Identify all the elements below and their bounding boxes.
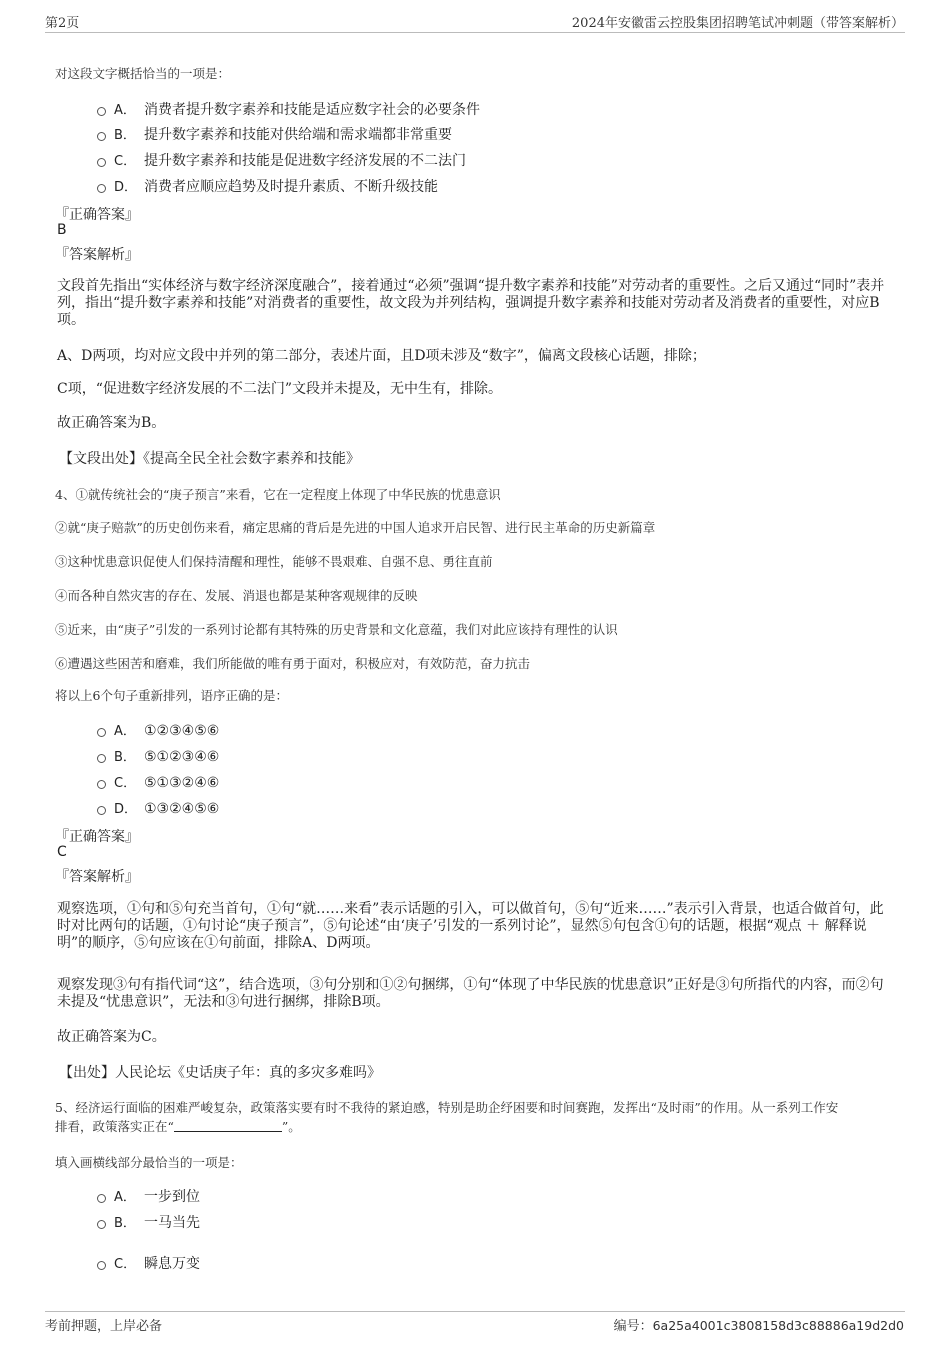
- radio-icon[interactable]: [97, 184, 106, 193]
- q3-source: 【文段出处】《提高全民全社会数字素养和技能》: [59, 451, 360, 467]
- header-rule: [45, 32, 905, 33]
- q3-analysis-para-3: C项，“促进数字经济发展的不二法门”文段并未提及，无中生有，排除。: [57, 381, 503, 397]
- q4-sentence-6: ⑥遭遇这些困苦和磨难，我们所能做的唯有勇于面对，积极应对，有效防范，奋力抗击: [55, 656, 531, 671]
- radio-icon[interactable]: [97, 780, 106, 789]
- q4-option-b[interactable]: B． ⑤①②③④⑥: [97, 746, 219, 765]
- radio-icon[interactable]: [97, 132, 106, 141]
- q3-answer: B: [57, 222, 67, 238]
- q3-analysis-para-1: 文段首先指出“实体经济与数字经济深度融合”，接着通过“必须”强调“提升数字素养和技能”对劳动者的重要性。之后又通过“同时”表并列，指出“提升数字素养和技能”对消费者的重要性，故文段为并列结构，强调提升数字素养和技能对劳动者及消费者的重要性，对应B项。: [57, 278, 885, 328]
- q5-option-b[interactable]: B． 一马当先: [97, 1212, 200, 1232]
- q3-option-b[interactable]: B． 提升数字素养和技能对供给端和需求端都非常重要: [97, 124, 452, 144]
- radio-icon[interactable]: [97, 806, 106, 815]
- radio-icon[interactable]: [97, 1220, 106, 1229]
- q5-stem-line-2: 排看，政策落实正在“ ”。: [55, 1119, 301, 1134]
- radio-icon[interactable]: [97, 728, 106, 737]
- q4-analysis-para-2: 观察发现③句有指代词“这”，结合选项，③句分别和①②句捆绑，①句“体现了中华民族的忧患意识”正好是③句所指代的内容，而②句未提及“忧患意识”，无法和③句进行捆绑，排除B项。: [57, 977, 884, 1010]
- q4-prompt: 将以上6个句子重新排列，语序正确的是：: [55, 688, 288, 703]
- q4-analysis-para-1: 观察选项，①句和⑤句充当首句，①句“就……来看”表示话题的引入，可以做首句，⑤句“近来……”表示引入背景，也适合做首句，此时对比两句的话题，①句讨论“庚子预言”，⑤句论述“由‘庚子’引发的一系列讨论”，显然⑤句包含①句的话题，根据“观点 ＋ 解释说明”的顺序，⑤句应该在①句前面，排除A、D两项。: [57, 901, 884, 951]
- q5-blank: [174, 1119, 282, 1132]
- q4-answer-label: 『正确答案』: [55, 829, 139, 845]
- q4-option-a[interactable]: A． ①②③④⑤⑥: [97, 720, 219, 739]
- radio-icon[interactable]: [97, 1194, 106, 1203]
- footer-rule: [45, 1311, 905, 1312]
- footer-slogan: 考前押题，上岸必备: [45, 1319, 163, 1334]
- q3-prompt: 对这段文字概括恰当的一项是：: [55, 66, 231, 81]
- q4-analysis-label: 『答案解析』: [55, 869, 139, 885]
- q4-analysis-para-3: 故正确答案为C。: [57, 1029, 166, 1045]
- q4-source: 【出处】人民论坛《史话庚子年：真的多灾多难吗》: [59, 1065, 381, 1081]
- q4-sentence-2: ②就“庚子赔款”的历史创伤来看，痛定思痛的背后是先进的中国人追求开启民智、进行民主革命的历史新篇章: [55, 520, 656, 535]
- radio-icon[interactable]: [97, 107, 106, 116]
- q3-analysis-para-2: A、D两项，均对应文段中并列的第二部分，表述片面，且D项未涉及“数字”，偏离文段核心话题，排除；: [57, 348, 706, 364]
- q4-answer: C: [57, 844, 67, 860]
- q3-option-a[interactable]: A． 消费者提升数字素养和技能是适应数字社会的必要条件: [97, 99, 480, 119]
- q5-option-c[interactable]: C． 瞬息万变: [97, 1253, 200, 1273]
- q4-sentence-3: ③这种忧患意识促使人们保持清醒和理性，能够不畏艰难、自强不息、勇往直前: [55, 554, 493, 569]
- q5-option-a[interactable]: A． 一步到位: [97, 1186, 200, 1206]
- q4-sentence-1: 4、①就传统社会的“庚子预言”来看，它在一定程度上体现了中华民族的忧患意识: [55, 487, 501, 502]
- radio-icon[interactable]: [97, 158, 106, 167]
- q5-prompt: 填入画横线部分最恰当的一项是：: [55, 1155, 243, 1170]
- q4-sentence-5: ⑤近来，由“庚子”引发的一系列讨论都有其特殊的历史背景和文化意蕴，我们对此应该持有理性的认识: [55, 622, 618, 637]
- document-title: 2024年安徽雷云控股集团招聘笔试冲刺题（带答案解析）: [571, 16, 904, 31]
- q4-option-c[interactable]: C． ⑤①③②④⑥: [97, 772, 219, 791]
- radio-icon[interactable]: [97, 754, 106, 763]
- q3-analysis-label: 『答案解析』: [55, 247, 139, 263]
- radio-icon[interactable]: [97, 1261, 106, 1270]
- q3-analysis-para-4: 故正确答案为B。: [57, 415, 166, 431]
- q5-stem-line-1: 5、经济运行面临的困难严峻复杂，政策落实要有时不我待的紧迫感，特别是助企纾困要和时间赛跑，发挥出“及时雨”的作用。从一系列工作安: [55, 1100, 839, 1115]
- q3-option-c[interactable]: C． 提升数字素养和技能是促进数字经济发展的不二法门: [97, 150, 466, 170]
- page-number: 第2页: [45, 16, 80, 31]
- q4-sentence-4: ④而各种自然灾害的存在、发展、消退也都是某种客观规律的反映: [55, 588, 418, 603]
- footer-code: 编号：6a25a4001c3808158d3c88886a19d2d0: [613, 1318, 904, 1334]
- q3-option-d[interactable]: D． 消费者应顺应趋势及时提升素质、不断升级技能: [97, 176, 438, 196]
- q4-option-d[interactable]: D． ①③②④⑤⑥: [97, 798, 219, 817]
- q3-answer-label: 『正确答案』: [55, 207, 139, 223]
